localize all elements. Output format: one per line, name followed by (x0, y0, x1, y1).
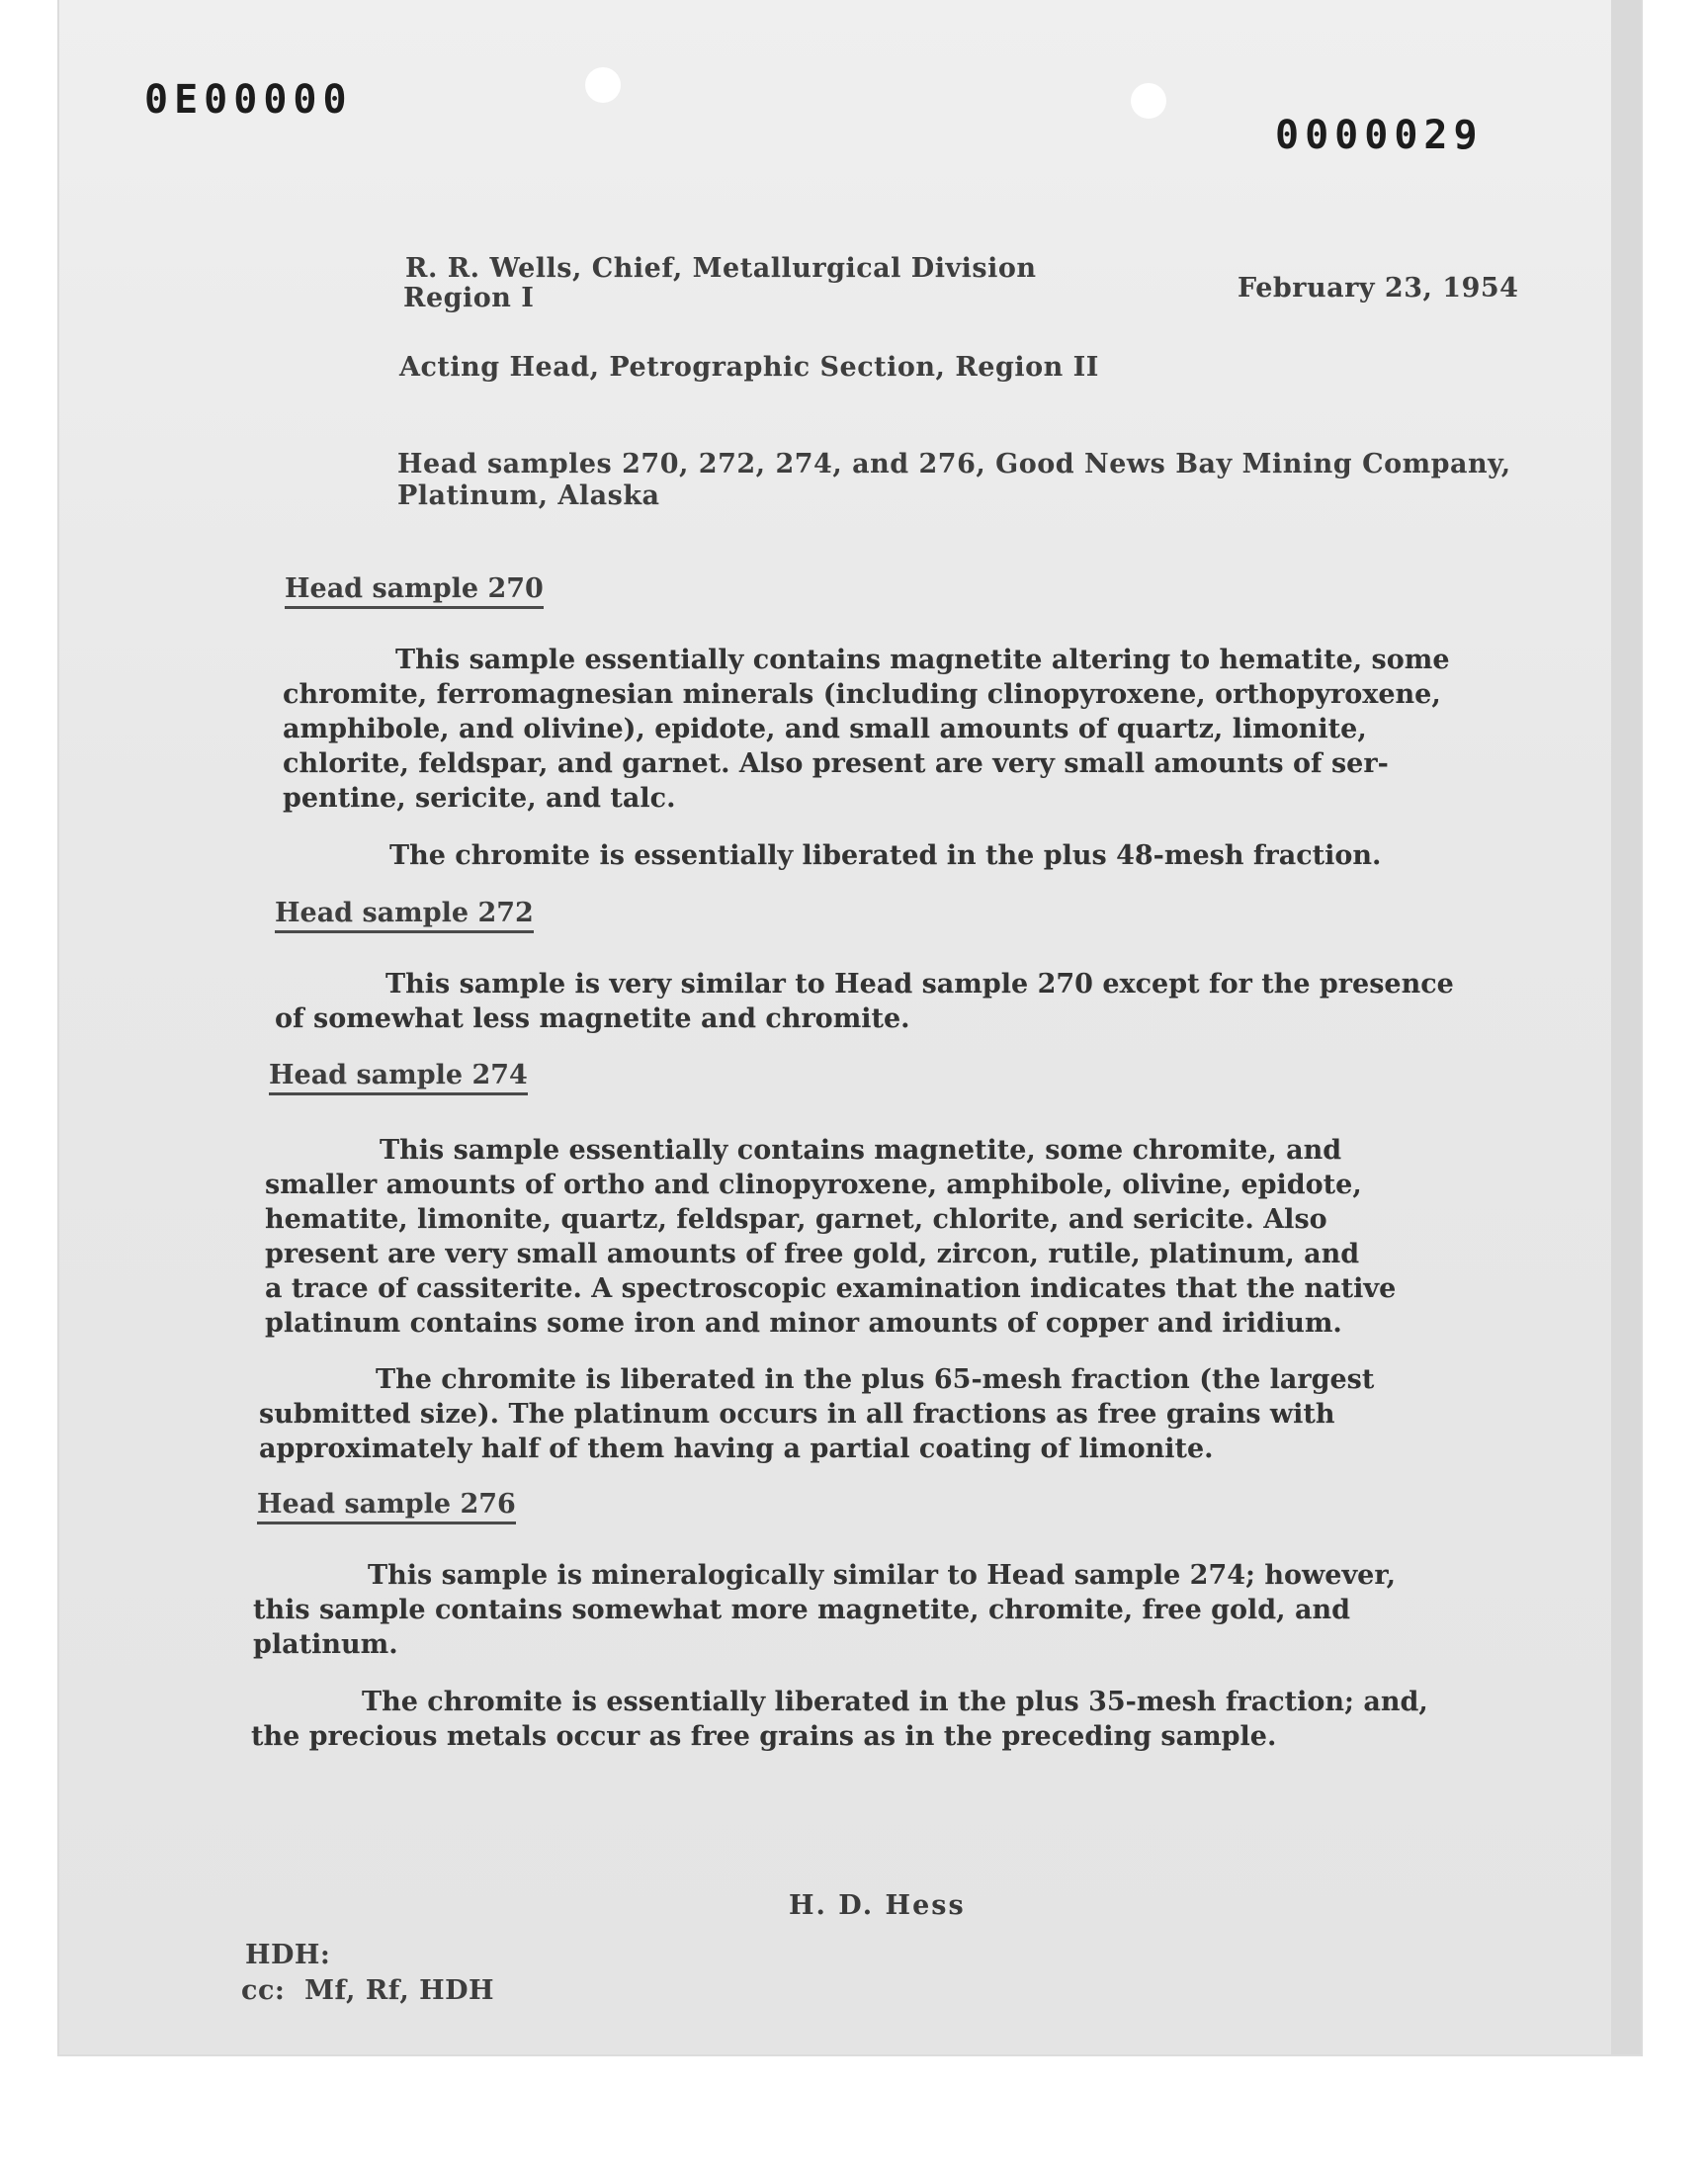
section-heading-274: Head sample 274 (269, 1060, 528, 1095)
section-heading-276: Head sample 276 (257, 1489, 516, 1524)
punch-hole-left (585, 67, 621, 103)
text-line: This sample essentially contains magnetite altering to hematite, some (395, 645, 1450, 675)
punch-hole-right (1131, 83, 1166, 119)
text-line: platinum. (253, 1629, 398, 1660)
section-heading-270: Head sample 270 (285, 573, 544, 609)
text-line: present are very small amounts of free gold, zircon, rutile, platinum, and (265, 1239, 1360, 1269)
section-272-paragraph-1 (275, 967, 1454, 1036)
footer-cc: cc: Mf, Rf, HDH (241, 1975, 495, 2006)
text-line: amphibole, and olivine), epidote, and small amounts of quartz, limonite, (283, 714, 1367, 744)
footer-initials: HDH: (245, 1940, 331, 1970)
section-276-paragraph-1 (253, 1558, 1396, 1662)
text-line: smaller amounts of ortho and clinopyroxene, amphibole, olivine, epidote, (265, 1170, 1362, 1200)
doc-number-left: 0E00000 (144, 77, 353, 123)
section-274-paragraph-1 (265, 1133, 1396, 1341)
signature-name: H. D. Hess (789, 1890, 966, 1921)
doc-number-right: 0000029 (1275, 113, 1484, 158)
page-shadow-edge (1611, 0, 1641, 2054)
text-line: of somewhat less magnetite and chromite. (275, 1003, 910, 1034)
text-line: hematite, limonite, quartz, feldspar, garnet, chlorite, and sericite. Also (265, 1204, 1327, 1235)
section-heading-272: Head sample 272 (275, 898, 534, 933)
section-274-paragraph-2 (259, 1362, 1374, 1466)
section-270-paragraph-1 (283, 643, 1450, 816)
to-line-2: Region I (403, 283, 535, 313)
subject-line-2: Platinum, Alaska (397, 480, 660, 511)
text-line: The chromite is essentially liberated in the plus 35-mesh fraction; and, (362, 1687, 1428, 1717)
text-line: a trace of cassiterite. A spectroscopic examination indicates that the native (265, 1273, 1397, 1304)
section-276-paragraph-2 (251, 1685, 1428, 1754)
text-line: approximately half of them having a partial coating of limonite. (259, 1434, 1214, 1464)
to-line-1: R. R. Wells, Chief, Metallurgical Division (405, 253, 1037, 284)
text-line: this sample contains somewhat more magnetite, chromite, free gold, and (253, 1595, 1350, 1625)
text-line: This sample essentially contains magnetite, some chromite, and (380, 1135, 1342, 1166)
section-270-paragraph-2 (389, 838, 1381, 873)
text-line: platinum contains some iron and minor amounts of copper and iridium. (265, 1308, 1342, 1339)
text-line: chromite, ferromagnesian minerals (including clinopyroxene, orthopyroxene, (283, 679, 1441, 710)
text-line: This sample is mineralogically similar to Head sample 274; however, (368, 1560, 1397, 1591)
subject-line-1: Head samples 270, 272, 274, and 276, Good News Bay Mining Company, (397, 449, 1511, 479)
text-line: submitted size). The platinum occurs in all fractions as free grains with (259, 1399, 1335, 1430)
scan-bottom-margin (0, 2076, 1708, 2175)
text-line: This sample is very similar to Head sample 270 except for the presence (385, 969, 1454, 1000)
text-line: The chromite is essentially liberated in the plus 48-mesh fraction. (389, 840, 1382, 871)
text-line: chlorite, feldspar, and garnet. Also present are very small amounts of ser- (283, 748, 1389, 779)
text-line: The chromite is liberated in the plus 65-mesh fraction (the largest (376, 1364, 1375, 1395)
memo-date: February 23, 1954 (1238, 273, 1519, 304)
text-line: the precious metals occur as free grains as in the preceding sample. (251, 1721, 1277, 1752)
from-line: Acting Head, Petrographic Section, Region II (399, 352, 1099, 383)
text-line: pentine, sericite, and talc. (283, 783, 676, 814)
